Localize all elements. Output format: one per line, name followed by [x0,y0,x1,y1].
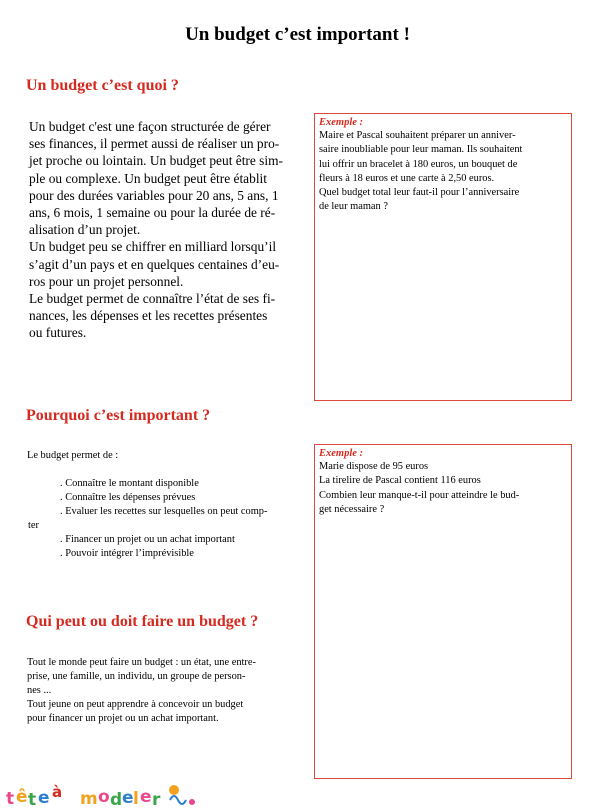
site-logo [2,780,212,810]
svg-text:e: e [140,787,152,807]
section-heading-what: Un budget c’est quoi ? [26,77,179,94]
text-line: Un budget peu se chiffrer en milliard lorsqu’il [29,239,277,255]
reasons-list [28,477,267,561]
text-line: Un budget c'est une façon structurée de gérer [29,119,271,134]
text-line: Tout le monde peut faire un budget : un état, une entre- [27,657,256,668]
text-line: prise, une famille, un individu, un groupe de person- [27,671,246,682]
text-line: jet proche ou lointain. Un budget peut être sim- [29,153,283,169]
section-body-what [29,118,283,342]
example-line: Maire et Pascal souhaitent préparer un anniver- [319,130,516,141]
section-intro-why: Le budget permet de : [27,450,119,461]
svg-text:r: r [152,790,161,810]
section-heading-why: Pourquoi c’est important ? [26,407,211,424]
text-line: Tout jeune on peut apprendre à concevoir un budget [27,699,244,710]
text-line: nances, les dépenses et les recettes présentes [29,308,268,324]
example-line: get nécessaire ? [319,503,385,515]
example-box-1 [314,113,572,401]
example-label: Exemple : [319,117,364,128]
section-heading-who: Qui peut ou doit faire un budget ? [26,613,259,630]
section-body-who [27,656,256,726]
list-item-continuation: ter [28,520,39,531]
svg-text:t: t [6,789,15,809]
svg-text:e: e [38,788,50,808]
list-item: . Connaître les dépenses prévues [60,492,196,503]
svg-text:m: m [80,789,98,809]
example-line: Marie dispose de 95 euros [319,461,429,472]
example-line: Combien leur manque-t-il pour atteindre le bud- [319,489,520,501]
text-line: ros pour un projet personnel. [29,273,184,289]
svg-text:d: d [110,790,123,810]
svg-text:e: e [122,788,134,808]
svg-text:à: à [52,783,63,801]
example-line: saire inoubliable pour leur maman. Ils souhaitent [319,144,523,156]
text-line: alisation d’un projet. [29,222,141,238]
text-line: pour financer un projet ou un achat important. [27,713,219,724]
svg-text:ê: ê [16,787,28,807]
example-box-2 [314,444,572,779]
text-line: ou futures. [29,325,87,341]
text-line: ple ou complexe. Un budget peut être établit [29,170,267,186]
example-line: fleurs à 18 euros et une carte à 2,50 euros. [319,172,495,184]
text-line: nes ... [27,685,52,696]
list-item: . Evaluer les recettes sur lesquelles on peut comp- [60,506,268,517]
list-item: . Connaître le montant disponible [60,478,199,489]
text-line: ans, 6 mois, 1 semaine ou pour la durée de ré- [29,205,276,221]
example-line: lui offrir un bracelet à 180 euros, un bouquet de [319,158,518,170]
page-title: Un budget c’est important ! [185,24,410,45]
example-label: Exemple : [319,448,364,459]
svg-text:l: l [133,789,139,809]
text-line: Le budget permet de connaître l’état de ses fi- [29,291,276,307]
list-item: . Pouvoir intégrer l’imprévisible [60,548,194,559]
example-line: de leur maman ? [319,201,388,213]
text-line: pour des durées variables pour 20 ans, 5 ans, 1 [29,187,279,203]
example-line: Quel budget total leur faut-il pour l’anniversaire [319,187,520,199]
list-item: . Financer un projet ou un achat important [60,534,235,545]
example-line: La tirelire de Pascal contient 116 euros [319,475,481,487]
text-line: s’agit d’un pays et en quelques centaines d’eu- [29,256,280,272]
svg-text:o: o [98,787,110,807]
svg-text:t: t [28,790,37,810]
text-line: ses finances, il permet aussi de réaliser un pro- [29,136,280,152]
